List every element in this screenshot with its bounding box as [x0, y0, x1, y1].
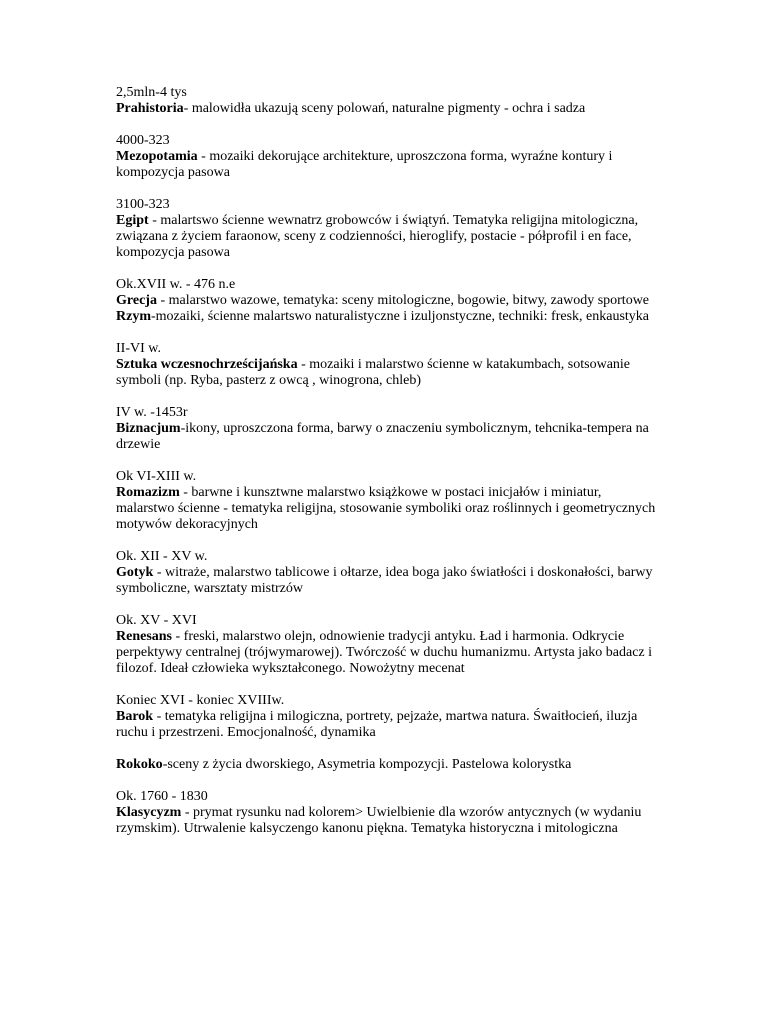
entry-rokoko: [116, 757, 656, 773]
entry-date: Koniec XVI - koniec XVIIIw.: [116, 693, 285, 708]
period-name: Biznacjum: [116, 421, 181, 436]
entry-date: 3100-323: [116, 197, 170, 212]
document-page: [116, 85, 656, 853]
entry-paragraph: [116, 213, 656, 261]
period-description: - prymat rysunku nad kolorem> Uwielbienie dla wzorów antycznych (w wydaniu rzymskim). Utrwalenie kalsyczengo kanonu piękna. Tematyka historyczna i mitologiczna: [116, 805, 642, 836]
entry-paragraph: [116, 421, 656, 453]
entry-date: Ok. 1760 - 1830: [116, 789, 208, 804]
period-name: Grecja: [116, 293, 157, 308]
entry-date: Ok. XII - XV w.: [116, 549, 208, 564]
period-description: -ikony, uproszczona forma, barwy o znaczeniu symbolicznym, tehcnika-tempera na drzewie: [116, 421, 649, 452]
entry-sztuka-wczesnochrzescijanska: [116, 341, 656, 389]
entry-paragraph: [116, 629, 656, 677]
entry-paragraph: [116, 101, 656, 117]
entry-romazizm: [116, 469, 656, 533]
entry-biznacjum: [116, 405, 656, 453]
period-name: Barok: [116, 709, 154, 724]
entry-date: IV w. -1453r: [116, 405, 188, 420]
entry-paragraph: [116, 149, 656, 181]
entry-paragraph: [116, 805, 656, 837]
entry-grecja-rzym: [116, 277, 656, 325]
period-name: Romazizm: [116, 485, 180, 500]
entry-paragraph: [116, 709, 656, 741]
entry-prahistoria: [116, 85, 656, 117]
period-name: Prahistoria: [116, 101, 184, 116]
entry-date: 2,5mln-4 tys: [116, 85, 187, 100]
period-description: - malarstwo wazowe, tematyka: sceny mitologiczne, bogowie, bitwy, zawody sportowe: [156, 293, 650, 308]
period-name: Sztuka wczesnochrześcijańska: [116, 357, 298, 372]
entry-egipt: [116, 197, 656, 261]
entry-date: II-VI w.: [116, 341, 161, 356]
period-name: Klasycyzm: [116, 805, 182, 820]
period-name: Egipt: [116, 213, 149, 228]
entry-date: Ok.XVII w. - 476 n.e: [116, 277, 236, 292]
entry-mezopotamia: [116, 133, 656, 181]
entry-klasycyzm: [116, 789, 656, 837]
entry-date: 4000-323: [116, 133, 170, 148]
entry-paragraph: [116, 357, 656, 389]
entry-paragraph: [116, 485, 656, 533]
period-description: - malowidła ukazują sceny polowań, naturalne pigmenty - ochra i sadza: [183, 101, 586, 116]
entry-barok: [116, 693, 656, 741]
entry-paragraph: [116, 565, 656, 597]
period-name: Mezopotamia: [116, 149, 198, 164]
period-description: - mozaiki dekorujące architekture, uproszczona forma, wyraźne kontury i kompozycja pasowa: [116, 149, 613, 180]
period-description: - witraże, malarstwo tablicowe i ołtarze, idea boga jako światłości i doskonałości, barwy symboliczne, warsztaty mistrzów: [116, 565, 653, 596]
period-name: Gotyk: [116, 565, 154, 580]
entry-date: Ok. XV - XVI: [116, 613, 197, 628]
period-description: - freski, malarstwo olejn, odnowienie tradycji antyku. Ład i harmonia. Odkrycie perpektywy centralnej (trójwymarowej). Twórczość w duchu humanizmu. Artysta jako badacz i filozof. Ideał człowieka wykształconego. Nowożytny mecenat: [116, 629, 653, 676]
period-description: -sceny z życia dworskiego, Asymetria kompozycji. Pastelowa kolorystka: [162, 757, 572, 772]
entry-paragraph: [116, 309, 656, 325]
entry-date: Ok VI-XIII w.: [116, 469, 197, 484]
period-description: - tematyka religijna i milogiczna, portrety, pejzaże, martwa natura. Śwaitłocień, iluzja ruchu i przestrzeni. Emocjonalność, dynamika: [116, 709, 638, 740]
entry-renesans: [116, 613, 656, 677]
period-description: - barwne i kunsztwne malarstwo książkowe w postaci inicjałów i miniatur, malarstwo ścienne - tematyka religijna, stosowanie symboliki oraz roślinnych i geometrycznych motywów dekoracyjnych: [116, 485, 656, 532]
period-name: Rokoko: [116, 757, 163, 772]
entry-paragraph: [116, 757, 656, 773]
period-description: - mozaiki i malarstwo ścienne w katakumbach, sotsowanie symboli (np. Ryba, pasterz z owcą , winogrona, chleb): [116, 357, 631, 388]
entry-paragraph: [116, 293, 656, 309]
period-name: Rzym: [116, 309, 151, 324]
period-description: - malartswo ścienne wewnatrz grobowców i świątyń. Tematyka religijna mitologiczna, związana z życiem faraonow, sceny z codzienności, hieroglify, postacie - półprofil i en face, kompozycja pasowa: [116, 213, 639, 260]
period-description: -mozaiki, ścienne malartswo naturalistyczne i izuljonstyczne, techniki: fresk, enkaustyka: [151, 309, 649, 324]
period-name: Renesans: [116, 629, 173, 644]
entry-gotyk: [116, 549, 656, 597]
